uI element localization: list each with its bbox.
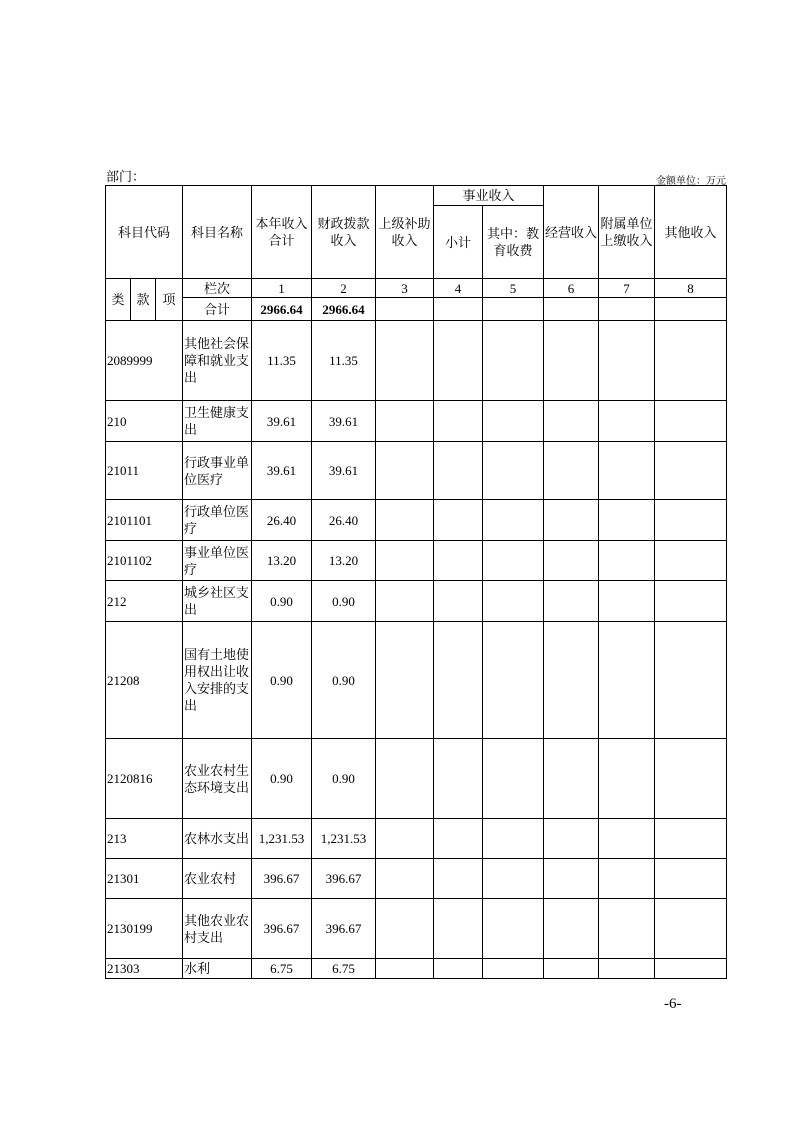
row-c2: 396.67 xyxy=(312,899,376,959)
unit-label: 金额单位：万元 xyxy=(656,176,726,187)
row-c1: 0.90 xyxy=(252,622,312,739)
table-row xyxy=(106,739,727,819)
row-c2: 0.90 xyxy=(312,739,376,819)
col-num: 8 xyxy=(655,279,727,298)
empty-cell xyxy=(655,739,727,819)
empty-cell xyxy=(655,541,727,581)
empty-cell xyxy=(434,899,483,959)
empty-cell xyxy=(655,321,727,401)
empty-cell xyxy=(655,401,727,442)
empty-cell xyxy=(376,819,434,859)
row-name: 农业农村生态环境支出 xyxy=(183,739,252,819)
empty-cell xyxy=(483,581,544,622)
row-name: 行政事业单位医疗 xyxy=(183,442,252,500)
empty-cell xyxy=(544,500,599,541)
col8-header: 其他收入 xyxy=(655,186,727,279)
table-row xyxy=(106,859,727,899)
empty-cell xyxy=(599,581,655,622)
empty-cell xyxy=(483,859,544,899)
department-label: 部门： xyxy=(106,169,146,184)
empty-cell xyxy=(434,959,483,979)
col-num: 7 xyxy=(599,279,655,298)
empty-cell xyxy=(376,859,434,899)
row-c2: 39.61 xyxy=(312,401,376,442)
empty-cell xyxy=(483,500,544,541)
row-name: 国有土地使用权出让收入安排的支出 xyxy=(183,622,252,739)
empty-cell xyxy=(544,442,599,500)
col-code-header: 科目代码 xyxy=(106,186,183,279)
row-c1: 396.67 xyxy=(252,859,312,899)
empty-cell xyxy=(544,622,599,739)
empty-cell xyxy=(544,819,599,859)
col-num: 5 xyxy=(483,279,544,298)
col4-header: 小计 xyxy=(434,206,483,279)
row-code: 21208 xyxy=(106,622,183,739)
row-name: 行政单位医疗 xyxy=(183,500,252,541)
empty-cell xyxy=(376,622,434,739)
empty-cell xyxy=(376,401,434,442)
col-num: 1 xyxy=(252,279,312,298)
row-c2: 0.90 xyxy=(312,581,376,622)
empty-cell xyxy=(655,859,727,899)
empty-cell xyxy=(599,442,655,500)
col7-header: 附属单位上缴收入 xyxy=(599,186,655,279)
row-name: 卫生健康支出 xyxy=(183,401,252,442)
empty-cell xyxy=(483,321,544,401)
empty-cell xyxy=(599,819,655,859)
empty-cell xyxy=(434,321,483,401)
row-code: 21011 xyxy=(106,442,183,500)
xiang-header: 项 xyxy=(156,279,183,321)
row-c2: 0.90 xyxy=(312,622,376,739)
row-c1: 13.20 xyxy=(252,541,312,581)
col2-header: 财政拨款收入 xyxy=(312,186,376,279)
empty-cell xyxy=(376,321,434,401)
col-num: 4 xyxy=(434,279,483,298)
empty-cell xyxy=(483,442,544,500)
row-name: 事业单位医疗 xyxy=(183,541,252,581)
row-code: 21303 xyxy=(106,959,183,979)
empty-cell xyxy=(599,321,655,401)
empty-cell xyxy=(599,899,655,959)
empty-cell xyxy=(655,959,727,979)
row-code: 2130199 xyxy=(106,899,183,959)
empty-cell xyxy=(599,401,655,442)
total-c2: 2966.64 xyxy=(312,298,376,321)
table-row xyxy=(106,622,727,739)
row-c1: 0.90 xyxy=(252,739,312,819)
table-row xyxy=(106,899,727,959)
empty-cell xyxy=(376,500,434,541)
empty-cell xyxy=(599,739,655,819)
empty-cell xyxy=(376,442,434,500)
col-num: 6 xyxy=(544,279,599,298)
row-name: 农林水支出 xyxy=(183,819,252,859)
empty-cell xyxy=(434,819,483,859)
table-row xyxy=(106,442,727,500)
empty-cell xyxy=(544,581,599,622)
row-c2: 396.67 xyxy=(312,859,376,899)
row-name: 水利 xyxy=(183,959,252,979)
kuan-header: 款 xyxy=(131,279,156,321)
col-num: 3 xyxy=(376,279,434,298)
col1-header: 本年收入合计 xyxy=(252,186,312,279)
empty-cell xyxy=(434,541,483,581)
empty-cell xyxy=(483,959,544,979)
row-code: 2089999 xyxy=(106,321,183,401)
table-row xyxy=(106,959,727,979)
row-c1: 1,231.53 xyxy=(252,819,312,859)
row-name: 其他农业农村支出 xyxy=(183,899,252,959)
table-row xyxy=(106,819,727,859)
empty-cell xyxy=(434,442,483,500)
row-code: 21301 xyxy=(106,859,183,899)
empty-cell xyxy=(599,959,655,979)
empty-cell xyxy=(483,819,544,859)
empty-cell xyxy=(434,859,483,899)
empty-cell xyxy=(483,622,544,739)
empty-cell xyxy=(483,401,544,442)
empty-cell xyxy=(655,622,727,739)
empty-cell xyxy=(544,401,599,442)
row-c1: 11.35 xyxy=(252,321,312,401)
empty-cell xyxy=(544,739,599,819)
empty-cell xyxy=(544,541,599,581)
row-code: 2120816 xyxy=(106,739,183,819)
row-code: 213 xyxy=(106,819,183,859)
empty-cell xyxy=(483,541,544,581)
row-c1: 6.75 xyxy=(252,959,312,979)
empty-cell xyxy=(434,622,483,739)
empty-cell xyxy=(434,581,483,622)
row-code: 2101102 xyxy=(106,541,183,581)
row-c2: 1,231.53 xyxy=(312,819,376,859)
row-c2: 39.61 xyxy=(312,442,376,500)
empty-cell xyxy=(599,500,655,541)
empty-cell xyxy=(544,859,599,899)
col5-header: 其中：教育收费 xyxy=(483,206,544,279)
row-code: 2101101 xyxy=(106,500,183,541)
row-name: 其他社会保障和就业支出 xyxy=(183,321,252,401)
empty-cell xyxy=(599,622,655,739)
empty-cell xyxy=(376,899,434,959)
empty-cell xyxy=(434,739,483,819)
row-name: 城乡社区支出 xyxy=(183,581,252,622)
row-c2: 13.20 xyxy=(312,541,376,581)
table-row xyxy=(106,541,727,581)
empty-cell xyxy=(599,541,655,581)
row-c1: 26.40 xyxy=(252,500,312,541)
empty-cell xyxy=(376,581,434,622)
empty-cell xyxy=(376,739,434,819)
col-num: 2 xyxy=(312,279,376,298)
row-name: 农业农村 xyxy=(183,859,252,899)
col3-header: 上级补助收入 xyxy=(376,186,434,279)
table-row xyxy=(106,500,727,541)
empty-cell xyxy=(655,442,727,500)
lei-header: 类 xyxy=(106,279,131,321)
row-c1: 0.90 xyxy=(252,581,312,622)
col-name-header: 科目名称 xyxy=(183,186,252,279)
table-row xyxy=(106,581,727,622)
table-row xyxy=(106,401,727,442)
empty-cell xyxy=(376,541,434,581)
page-number: -6- xyxy=(664,996,682,1012)
empty-cell xyxy=(655,500,727,541)
row-c1: 396.67 xyxy=(252,899,312,959)
col6-header: 经营收入 xyxy=(544,186,599,279)
empty-cell xyxy=(655,899,727,959)
empty-cell xyxy=(434,401,483,442)
total-label: 合计 xyxy=(183,298,252,321)
income-table xyxy=(105,185,727,979)
row-c2: 11.35 xyxy=(312,321,376,401)
empty-cell xyxy=(544,899,599,959)
empty-cell xyxy=(655,819,727,859)
row-c1: 39.61 xyxy=(252,442,312,500)
row-code: 212 xyxy=(106,581,183,622)
empty-cell xyxy=(544,321,599,401)
empty-cell xyxy=(376,959,434,979)
lanci-label: 栏次 xyxy=(183,279,252,298)
empty-cell xyxy=(599,859,655,899)
row-code: 210 xyxy=(106,401,183,442)
row-c2: 26.40 xyxy=(312,500,376,541)
table-row xyxy=(106,321,727,401)
empty-cell xyxy=(483,739,544,819)
empty-cell xyxy=(434,500,483,541)
row-c2: 6.75 xyxy=(312,959,376,979)
total-c1: 2966.64 xyxy=(252,298,312,321)
group-header: 事业收入 xyxy=(434,186,544,206)
empty-cell xyxy=(483,899,544,959)
empty-cell xyxy=(655,581,727,622)
empty-cell xyxy=(544,959,599,979)
row-c1: 39.61 xyxy=(252,401,312,442)
